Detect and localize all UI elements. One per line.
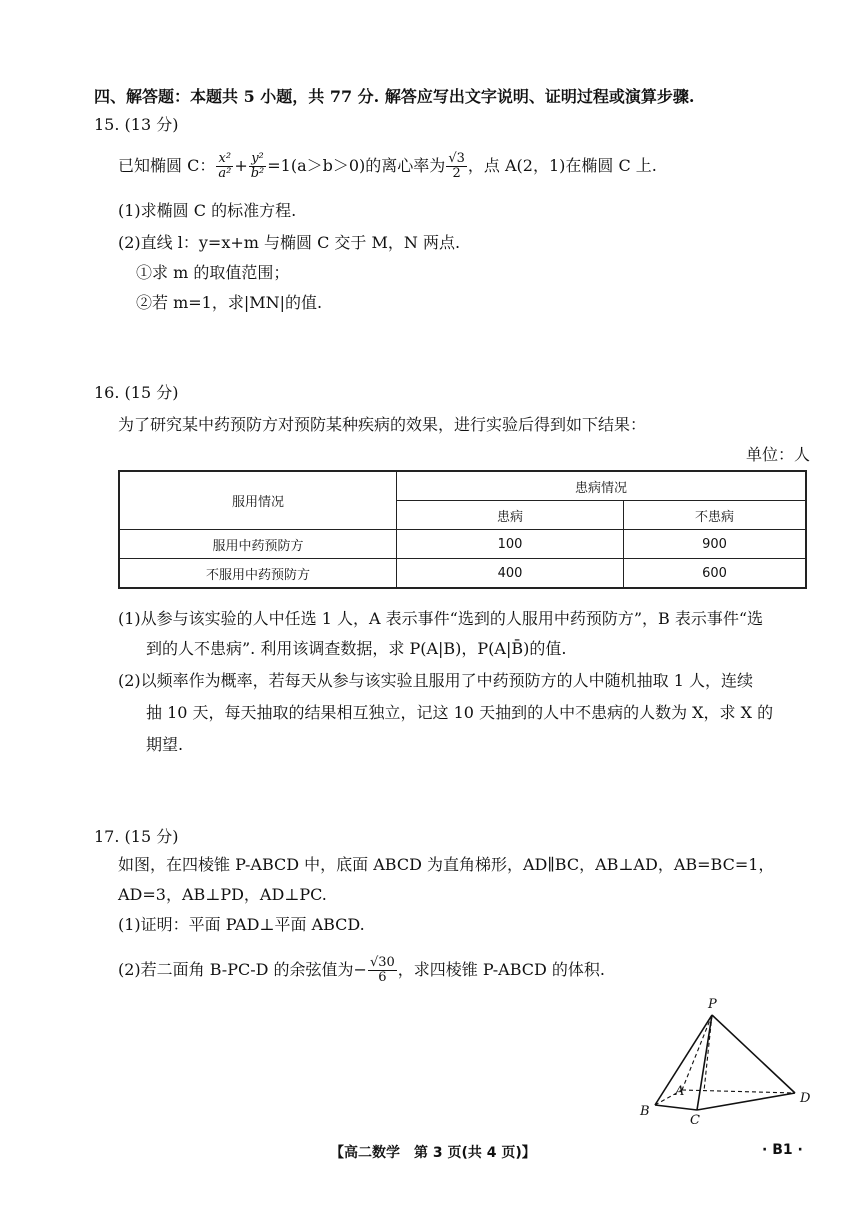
table-cell-label: 不服用中药预防方 [119,559,397,589]
section-heading: 四、解答题：本题共 5 小题，共 77 分. 解答应写出文字说明、证明过程或演算步骤. [94,87,695,106]
q15-part2a: ①求 m 的取值范围； [136,263,290,282]
footer-page-info: 【高二数学 第 3 页(共 4 页)】 [330,1145,536,1161]
q15-part2b: ②若 m=1，求|MN|的值. [136,293,323,312]
vertex-label-a: A [675,1084,685,1099]
table-header-usage: 服用情况 [119,471,397,530]
q17-line1: 如图，在四棱锥 P-ABCD 中，底面 ABCD 为直角梯形，AD∥BC，AB⊥AD，AB=BC=1， [118,855,775,874]
q16-result-table [118,470,807,589]
q15-number: 15. (13 分) [94,115,179,134]
q17-part1: (1)证明：平面 PAD⊥平面 ABCD. [118,915,365,934]
q17-number: 17. (15 分) [94,827,179,846]
q16-part2-line1: (2)以频率作为概率，若每天从参与该实验且服用了中药预防方的人中随机抽取 1 人，连续 [118,671,754,690]
table-cell-not-sick: 600 [624,559,807,589]
q17-part2-post: ，求四棱锥 P-ABCD 的体积. [397,960,606,979]
q16-intro: 为了研究某中药预防方对预防某种疾病的效果，进行实验后得到如下结果： [118,415,647,434]
q15-frac-y: $\frac{\text{y²}}{\text{b²}}$ [250,150,265,181]
q16-part1-line2: 到的人不患病”. 利用该调查数据，求 P(A|B)，P(A|B̄)的值. [146,639,567,658]
q17-cos-frac: $\frac{√30}{6}$ [369,954,395,985]
footer-code: · B1 · [762,1142,803,1158]
q15-stem [118,146,657,186]
q15-plus: + [234,156,248,175]
q16-number: 16. (15 分) [94,383,179,402]
table-cell-label: 服用中药预防方 [119,530,397,559]
q17-line2: AD=3，AB⊥PD，AD⊥PC. [118,885,327,904]
pyramid-figure [630,995,820,1130]
q15-part2: (2)直线 l：y=x+m 与椭圆 C 交于 M，N 两点. [118,233,461,252]
q15-part1: (1)求椭圆 C 的标准方程. [118,201,297,220]
table-header-sick: 患病 [397,501,624,530]
q15-ecc-frac: $\frac{√3}{2}$ [448,150,465,181]
table-cell-not-sick: 900 [624,530,807,559]
q16-part2-line2: 抽 10 天，每天抽取的结果相互独立，记这 10 天抽到的人中不患病的人数为 X，求 X 的 [146,703,774,722]
table-header-not-sick: 不患病 [624,501,807,530]
q15-eq-rest: =1(a＞b＞0)的离心率为 [267,156,446,175]
q16-part1-line1: (1)从参与该实验的人中任选 1 人，A 表示事件“选到的人服用中药预防方”，B 表示事件“选 [118,609,764,628]
table-cell-sick: 100 [397,530,624,559]
table-cell-sick: 400 [397,559,624,589]
table-header-status: 患病情况 [397,471,807,501]
table-row [119,559,806,589]
q17-part2-pre: (2)若二面角 B-PC-D 的余弦值为− [118,960,367,979]
q15-stem-post: ，点 A(2，1)在椭圆 C 上. [467,156,657,175]
q17-part2 [118,950,605,990]
q16-unit: 单位：人 [746,445,811,464]
vertex-label-b: B [640,1104,650,1119]
vertex-label-d: D [800,1091,811,1106]
vertex-label-c: C [690,1113,700,1128]
q15-frac-x: $\frac{\text{x²}}{\text{a²}}$ [218,150,232,181]
vertex-label-p: P [708,997,717,1012]
q15-stem-pre: 已知椭圆 C： [118,156,216,175]
table-row [119,530,806,559]
q16-part2-line3: 期望. [146,735,184,754]
